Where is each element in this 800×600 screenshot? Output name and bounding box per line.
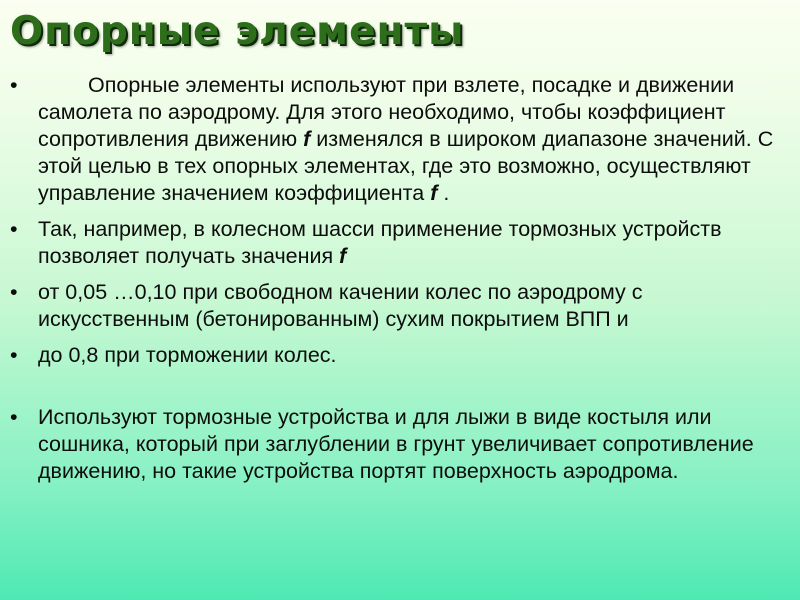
- coefficient-symbol: f: [303, 127, 311, 151]
- bullet-text: до 0,8 при торможении колес.: [38, 343, 337, 367]
- coefficient-symbol: f: [339, 244, 347, 268]
- bullet-text: от 0,05 …0,10 при свободном качении колес по аэродрому с искусственным (бетонированным) сухим покрытием ВПП и: [38, 280, 643, 331]
- bullet-text: Используют тормозные устройства и для лыжи в виде костыля или сошника, который при заглублении в грунт увеличивает сопротивление движению, но такие устройства портят поверхность аэродрома.: [38, 405, 754, 483]
- bullet-dot-icon: •: [10, 217, 18, 241]
- bullet-dot-icon: •: [10, 73, 18, 97]
- bullet-item: [0, 404, 790, 485]
- bullet-dot-icon: •: [10, 405, 18, 429]
- bullet-item: [0, 72, 790, 207]
- bullet-item: [0, 216, 790, 270]
- bullet-list: [0, 72, 790, 494]
- slide-title: Опорные элементы: [10, 9, 465, 54]
- bullet-item: [0, 342, 790, 369]
- bullet-dot-icon: •: [10, 343, 18, 367]
- bullet-text: Опорные элементы используют при взлете, посадке и движении самолета по аэродрому. Для этого необходимо, чтобы коэффициент сопротивления движению: [38, 73, 735, 151]
- bullet-text: изменялся в широком диапазоне значений. С этой целью в тех опорных элементах, где это возможно, осуществляют управление значением коэффициента: [38, 127, 774, 205]
- bullet-text: Так, например, в колесном шасси применение тормозных устройств позволяет получать значения: [38, 217, 722, 268]
- bullet-item: [0, 279, 790, 333]
- coefficient-symbol: f: [430, 181, 438, 205]
- bullet-text: .: [437, 181, 450, 205]
- bullet-dot-icon: •: [10, 280, 18, 304]
